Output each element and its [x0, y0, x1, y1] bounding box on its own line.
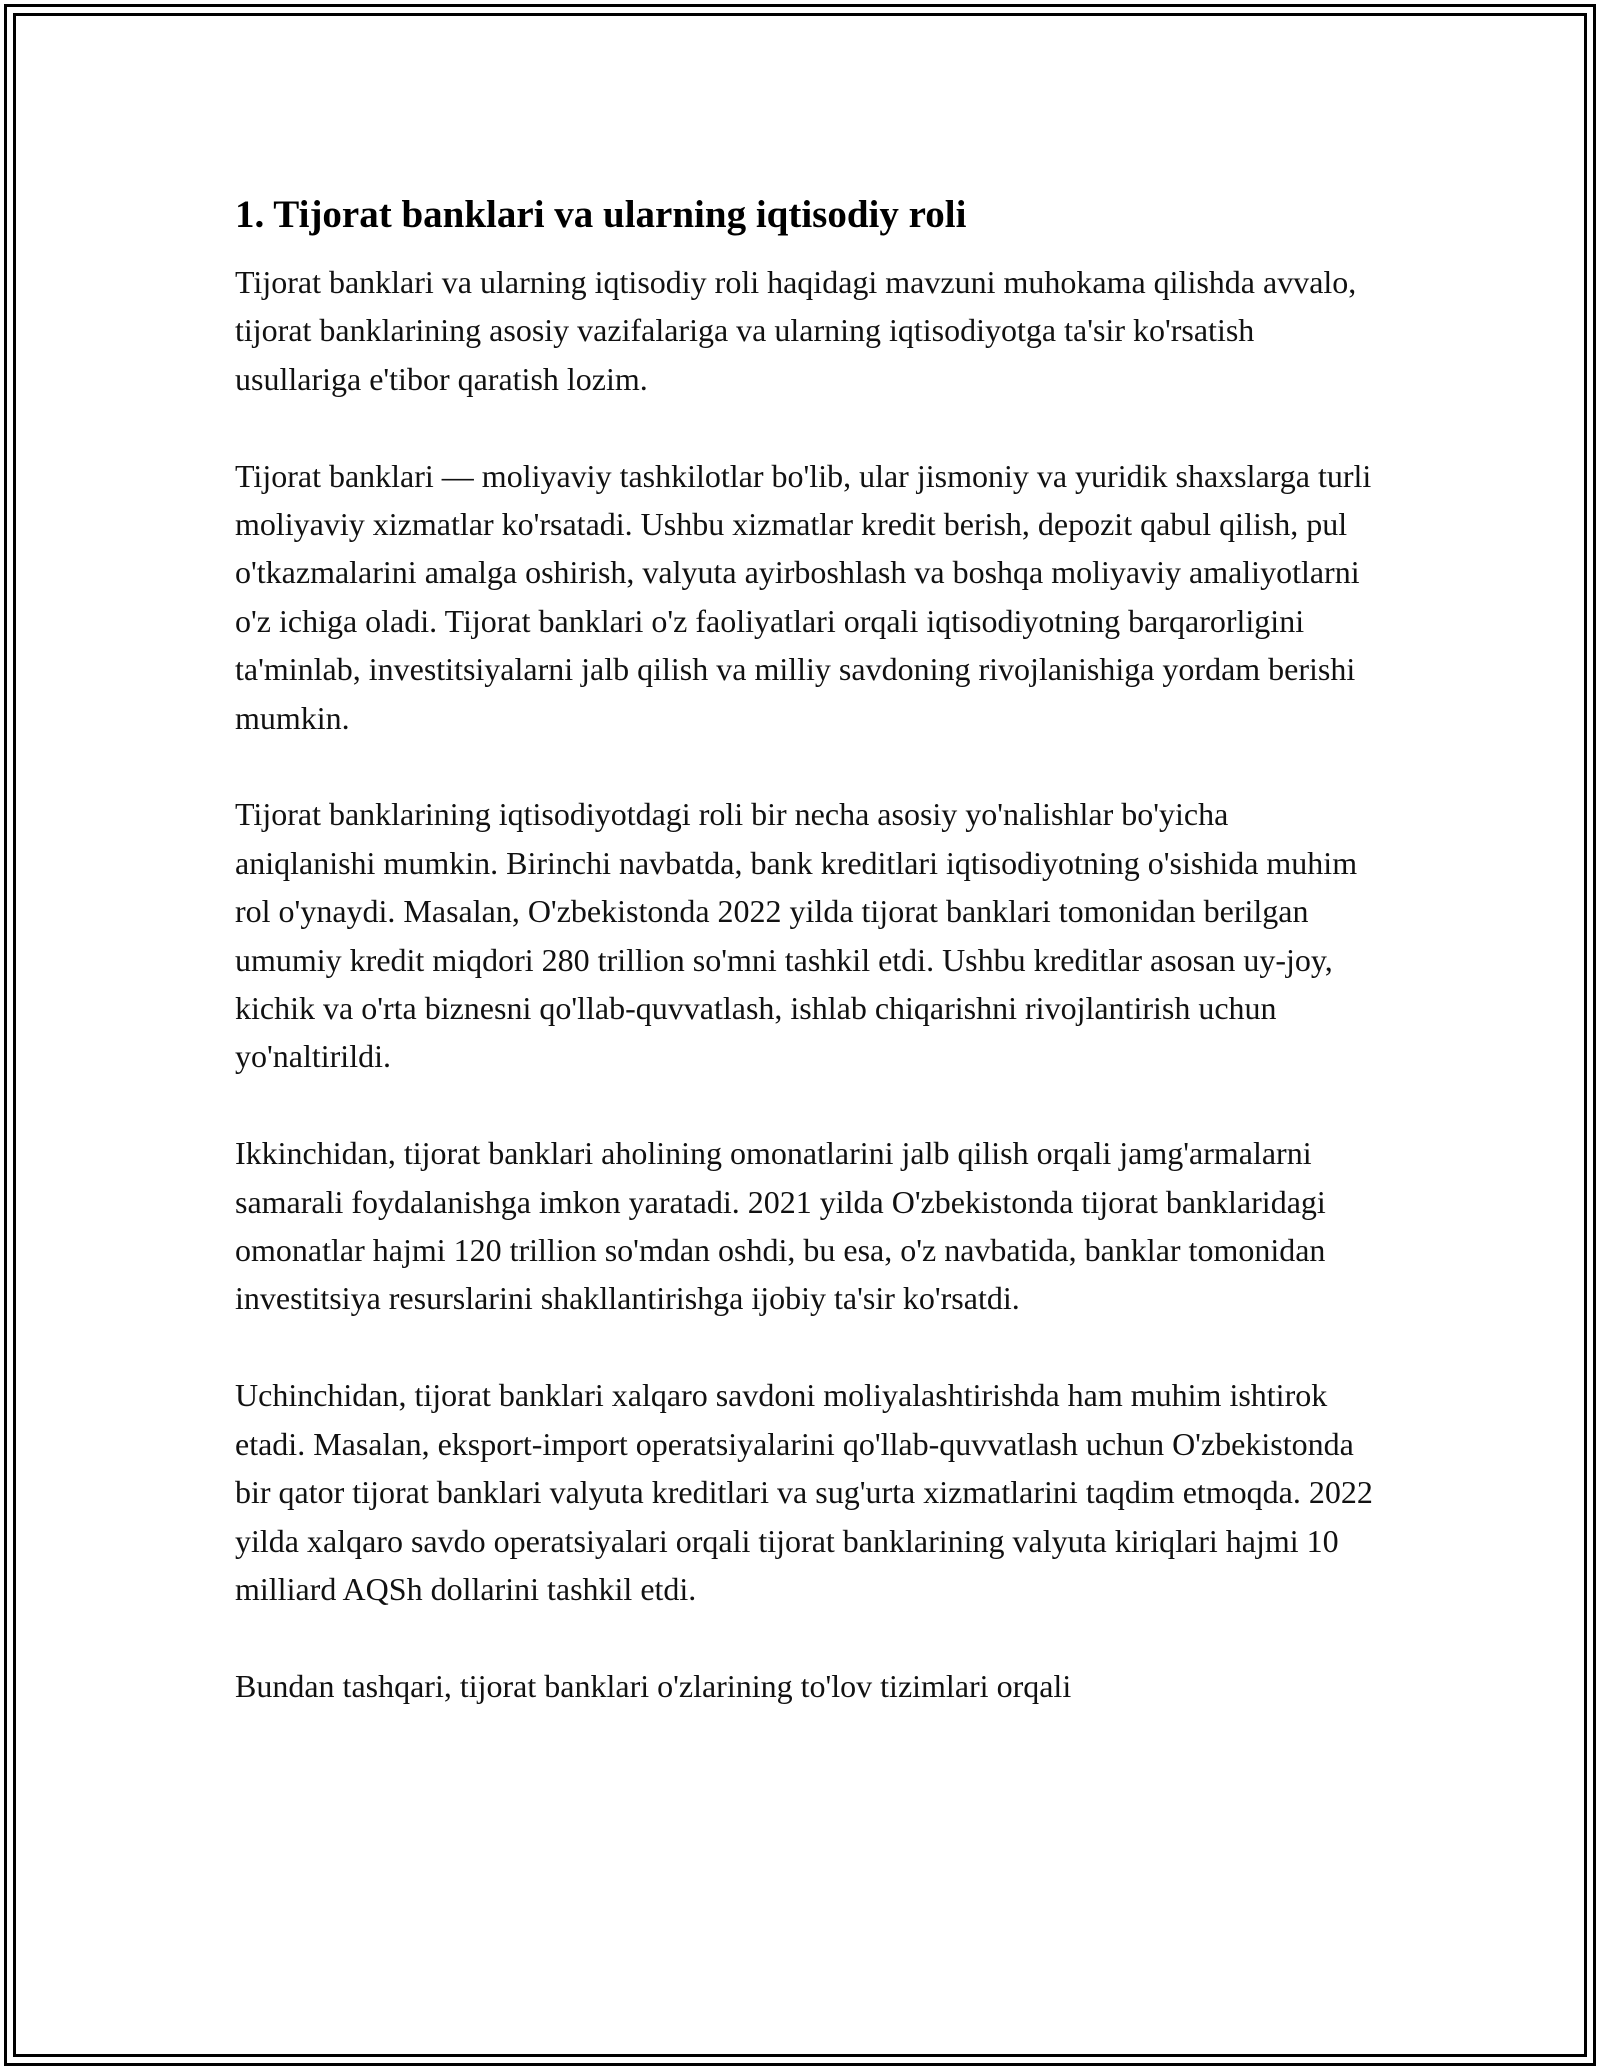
paragraph-credit-role: Tijorat banklarining iqtisodiyotdagi roli bir necha asosiy yo'nalishlar bo'yicha aniqlanishi mumkin. Birinchi navbatda, bank kreditlari iqtisodiyotning o'sishida muhim rol o'ynaydi. Masalan, O'zbekistonda 2022 yilda tijorat banklari tomonidan berilgan umumiy kredit miqdori 280 trillion so'mni tashkil etdi. Ushbu kreditlar asosan uy-joy, kichik va o'rta biznesni qo'llab-quvvatlash, ishlab chiqarishni rivojlantirish uchun yo'naltirildi. — [235, 796, 1358, 1075]
paragraph-payment-systems: Bundan tashqari, tijorat banklari o'zlarining to'lov tizimlari orqali — [235, 1667, 1072, 1704]
paragraph-definition: Tijorat banklari — moliyaviy tashkilotlar bo'lib, ular jismoniy va yuridik shaxslarga turli moliyaviy xizmatlar ko'rsatadi. Ushbu xizmatlar kredit berish, depozit qabul qilish, pul o'tkazmalarini amalga oshirish, valyuta ayirboshlash va boshqa moliyaviy amaliyotlarni o'z ichiga oladi. Tijorat banklari o'z faoliyatlari orqali iqtisodiyotning barqarorligini ta'minlab, investitsiyalarni jalb qilish va milliy savdoning rivojlanishiga yordam berishi mumkin. — [235, 457, 1372, 736]
paragraph-deposits: Ikkinchidan, tijorat banklari aholining omonatlarini jalb qilish orqali jamg'armalarni samarali foydalanishga imkon yaratadi. 2021 yilda O'zbekistonda tijorat banklaridagi omonatlar hajmi 120 trillion so'mdan oshdi, bu esa, o'z navbatida, banklar tomonidan investitsiya resurslarini shakllantirishga ijobiy ta'sir ko'rsatdi. — [235, 1135, 1326, 1317]
document-page — [235, 188, 1375, 1710]
paragraph-trade-finance: Uchinchidan, tijorat banklari xalqaro savdoni moliyalashtirishda ham muhim ishtirok etadi. Masalan, eksport-import operatsiyalarini qo'llab-quvvatlash uchun O'zbekistonda bir qator tijorat banklari valyuta kreditlari va sug'urta xizmatlarini taqdim etmoqda. 2022 yilda xalqaro savdo operatsiyalari orqali tijorat banklarining valyuta kiriqlari hajmi 10 milliard AQSh dollarini tashkil etdi. — [235, 1377, 1373, 1607]
paragraph-intro: Tijorat banklari va ularning iqtisodiy roli haqidagi mavzuni muhokama qilishda avvalo, tijorat banklarining asosiy vazifalariga va ularning iqtisodiyotga ta'sir ko'rsatish usullariga e'tibor qaratish lozim. — [235, 264, 1357, 397]
section-heading: 1. Tijorat banklari va ularning iqtisodiy roli — [235, 193, 967, 236]
